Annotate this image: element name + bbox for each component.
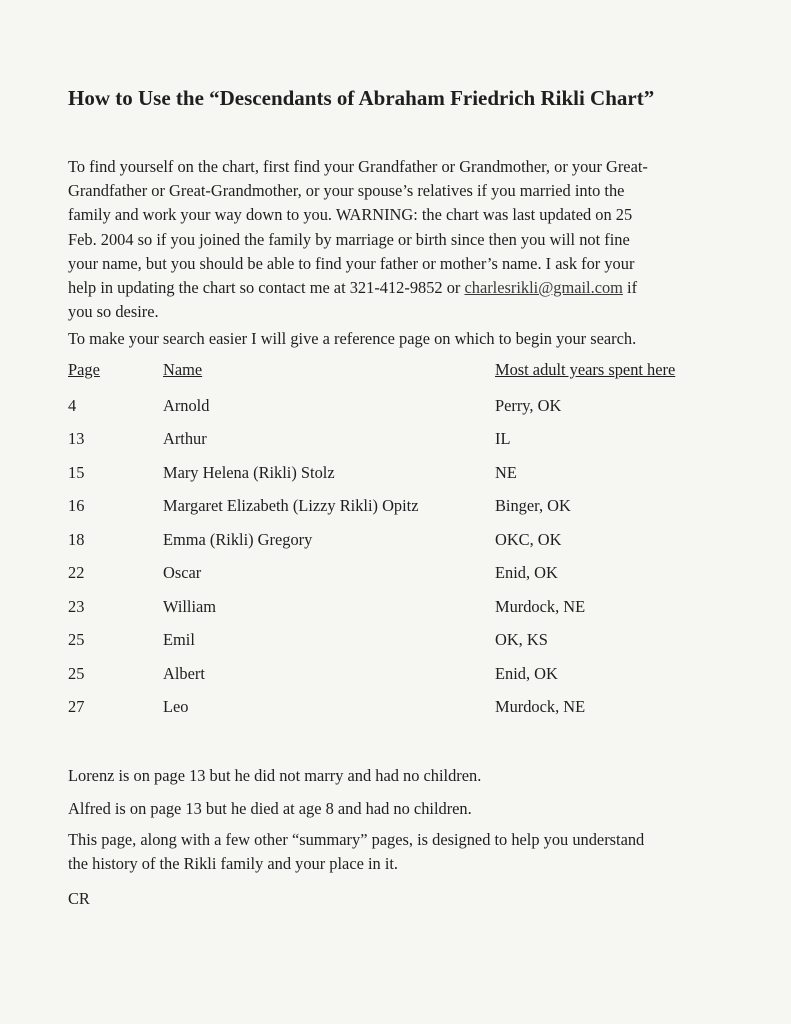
table-row [68, 427, 748, 461]
table-row [68, 662, 748, 696]
intro-line: To find yourself on the chart, first find your Grandfather or Grandmother, or your Great- [68, 157, 648, 176]
intro-line: Grandfather or Great-Grandmother, or your spouse’s relatives if you married into the [68, 181, 625, 201]
reference-table [68, 360, 748, 729]
cell-name: William [163, 596, 217, 616]
table-row [68, 628, 748, 662]
note-alfred: Alfred is on page 13 but he died at age 8 and had no children. [68, 799, 472, 818]
cell-name: Oscar [163, 563, 202, 582]
cell-place: Binger, OK [495, 496, 571, 515]
cell-place: NE [495, 462, 517, 482]
cell-name: Emma (Rikli) Gregory [163, 529, 313, 549]
cell-place: OK, KS [495, 630, 548, 649]
cell-place: IL [495, 429, 511, 448]
cell-page: 25 [68, 663, 85, 683]
table-row [68, 461, 748, 495]
header-name: Name [163, 360, 203, 379]
cell-name: Margaret Elizabeth (Lizzy Rikli) Opitz [163, 496, 419, 515]
closing-paragraph [68, 828, 748, 876]
header-place: Most adult years spent here [495, 360, 676, 379]
cell-page: 18 [68, 529, 85, 549]
intro-line: your name, but you should be able to find your father or mother’s name. I ask for your [68, 253, 635, 273]
signature: CR [68, 889, 90, 908]
cell-place: Murdock, NE [495, 596, 586, 616]
cell-name: Mary Helena (Rikli) Stolz [163, 462, 335, 482]
cell-place: Enid, OK [495, 563, 558, 582]
table-row [68, 394, 748, 428]
cell-page: 13 [68, 429, 85, 448]
cell-name: Arnold [163, 395, 210, 415]
cell-page: 16 [68, 496, 85, 515]
reference-text: To make your search easier I will give a reference page on which to begin your search. [68, 329, 637, 348]
cell-place: Perry, OK [495, 395, 562, 415]
cell-page: 22 [68, 563, 85, 582]
intro-line-suffix: if [622, 278, 638, 298]
cell-place: Enid, OK [495, 663, 558, 683]
table-row [68, 595, 748, 629]
page-title: How to Use the “Descendants of Abraham Friedrich Rikli Chart” [68, 86, 655, 110]
cell-name: Arthur [163, 429, 207, 448]
cell-name: Albert [163, 663, 205, 683]
table-row [68, 561, 748, 595]
cell-place: OKC, OK [495, 529, 562, 549]
cell-page: 23 [68, 596, 85, 616]
header-page: Page [68, 360, 100, 379]
cell-page: 15 [68, 462, 85, 482]
email-link[interactable]: charlesrikli@gmail.com [464, 278, 623, 298]
cell-place: Murdock, NE [495, 697, 586, 716]
closing-line: This page, along with a few other “summary” pages, is designed to help you understand [68, 830, 645, 849]
note-lorenz: Lorenz is on page 13 but he did not marry and had no children. [68, 766, 482, 785]
intro-line: Feb. 2004 so if you joined the family by marriage or birth since then you will not fine [68, 229, 630, 249]
table-row [68, 695, 748, 729]
table-header [68, 360, 748, 394]
intro-line: help in updating the chart so contact me at 321-412-9852 or [68, 278, 465, 298]
intro-line: you so desire. [68, 302, 159, 322]
cell-page: 25 [68, 630, 85, 649]
intro-paragraph [68, 155, 728, 324]
cell-page: 4 [68, 395, 77, 415]
table-row [68, 528, 748, 562]
table-row [68, 494, 748, 528]
intro-line: family and work your way down to you. WARNING: the chart was last updated on 25 [68, 205, 633, 225]
cell-page: 27 [68, 697, 85, 716]
intro-line-with-email [68, 276, 728, 300]
cell-name: Leo [163, 697, 189, 716]
cell-name: Emil [163, 630, 195, 649]
closing-line: the history of the Rikli family and your place in it. [68, 854, 399, 874]
